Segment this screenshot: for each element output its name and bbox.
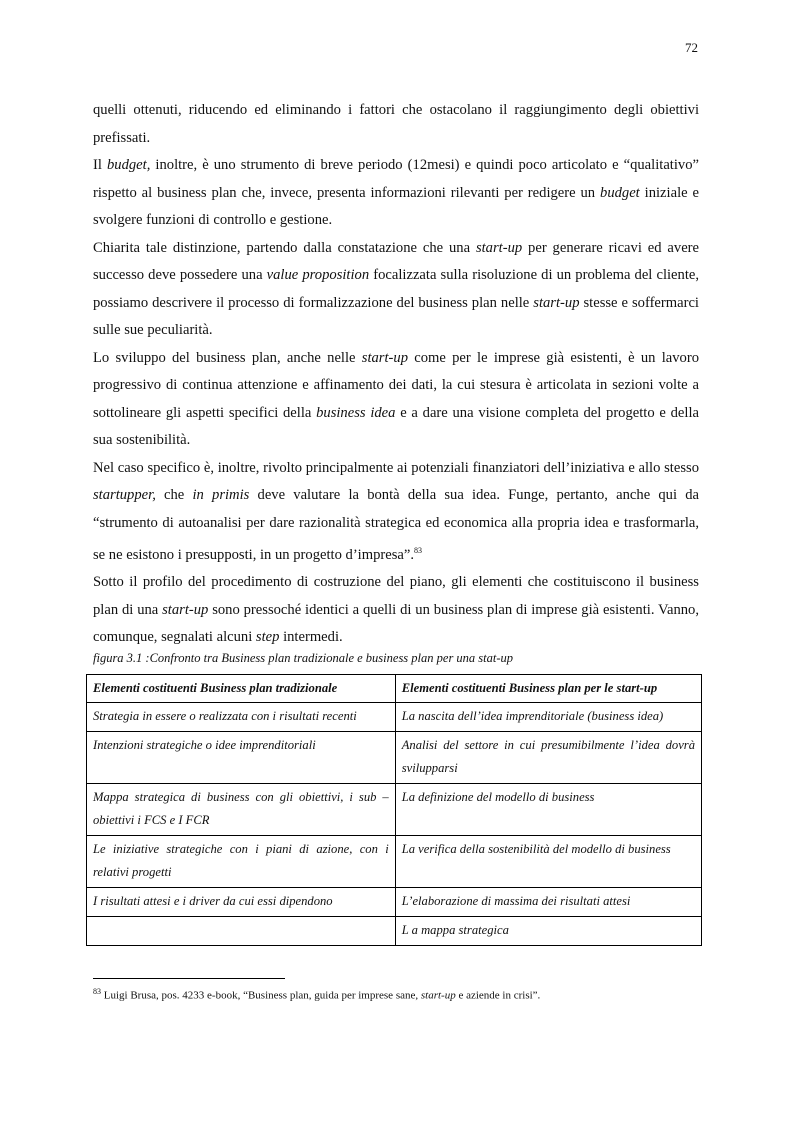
table-cell: Intenzioni strategiche o idee imprenditoriali bbox=[87, 732, 396, 784]
comparison-table bbox=[86, 674, 702, 946]
paragraph: Lo sviluppo del business plan, anche nelle start-up come per le imprese già esistenti, è un lavoro progressivo di continua attenzione e affinamento dei dati, la cui stesura è articolata in sezioni volte a sottolineare gli aspetti specifici della business idea e a dare una visione completa del progetto e della sua sostenibilità. bbox=[93, 349, 699, 448]
table-row bbox=[87, 784, 702, 836]
paragraph: Nel caso specifico è, inoltre, rivolto principalmente ai potenziali finanziatori dell’iniziativa e allo stesso startupper, che in primis deve valutare la bontà della sua idea. Funge, pertanto, anche qui da “strumento di autoanalisi per dare razionalità strategica ed economica alla propria idea e trasformarla, se ne esistono i presupposti, in un progetto d’impresa”.$^{83}$ bbox=[93, 459, 699, 563]
footnote-number: 83 bbox=[93, 987, 101, 996]
table-cell: Analisi del settore in cui presumibilmente l’idea dovrà svilupparsi bbox=[395, 732, 701, 784]
footnote: $^{83}$ Luigi Brusa, pos. 4233 e-book, “Business plan, guida per imprese sane, start-up e aziende in crisi”. bbox=[93, 987, 541, 1002]
table-cell: La verifica della sostenibilità del modello di business bbox=[395, 836, 701, 888]
table-row bbox=[87, 888, 702, 917]
table-cell: Mappa strategica di business con gli obiettivi, i sub –obiettivi i FCS e I FCR bbox=[87, 784, 396, 836]
footnote-ref: 83 bbox=[414, 546, 423, 555]
table-cell: La definizione del modello di business bbox=[395, 784, 701, 836]
paragraph: Chiarita tale distinzione, partendo dalla constatazione che una start-up per generare ricavi ed avere successo deve possedere una value proposition focalizzata sulla risoluzione di un problema del cliente, possiamo descrivere il processo di formalizzazione del business plan nelle start-up stesse e soffermarci sulle sue peculiarità. bbox=[93, 239, 700, 338]
table-cell bbox=[87, 917, 396, 946]
table-header-cell: Elementi costituenti Business plan tradizionale bbox=[87, 675, 396, 703]
footnote-divider bbox=[93, 978, 285, 979]
table-header-cell: Elementi costituenti Business plan per le start-up bbox=[395, 675, 701, 703]
table-row bbox=[87, 732, 702, 784]
body-text bbox=[93, 97, 699, 652]
paragraph: Sotto il profilo del procedimento di costruzione del piano, gli elementi che costituiscono il business plan di una start-up sono pressoché identici a quelli di un business plan di imprese già esistenti. Vanno, comunque, segnalati alcuni step intermedi. bbox=[93, 574, 699, 646]
table-row bbox=[87, 703, 702, 732]
table-cell: La nascita dell’idea imprenditoriale (business idea) bbox=[395, 703, 701, 732]
table-cell: L a mappa strategica bbox=[395, 917, 701, 946]
table-cell: I risultati attesi e i driver da cui essi dipendono bbox=[87, 888, 396, 917]
table-cell: L’elaborazione di massima dei risultati attesi bbox=[395, 888, 701, 917]
table-cell: Strategia in essere o realizzata con i risultati recenti bbox=[87, 703, 396, 732]
table-cell: Le iniziative strategiche con i piani di azione, con i relativi progetti bbox=[87, 836, 396, 888]
paragraph: Il budget, inoltre, è uno strumento di breve periodo (12mesi) e quindi poco articolato e “qualitativo” rispetto al business plan che, invece, presenta informazioni rilevanti per redigere un budget iniziale e svolgere funzioni di controllo e gestione. bbox=[93, 157, 699, 228]
paragraph: quelli ottenuti, riducendo ed eliminando i fattori che ostacolano il raggiungimento degli obiettivi prefissati. bbox=[93, 102, 699, 146]
table-row bbox=[87, 836, 702, 888]
table-row bbox=[87, 917, 702, 946]
page-number: 72 bbox=[685, 40, 698, 55]
table-header-row bbox=[87, 675, 702, 703]
figure-caption: figura 3.1 :Confronto tra Business plan tradizionale e business plan per una stat-up bbox=[93, 651, 514, 665]
